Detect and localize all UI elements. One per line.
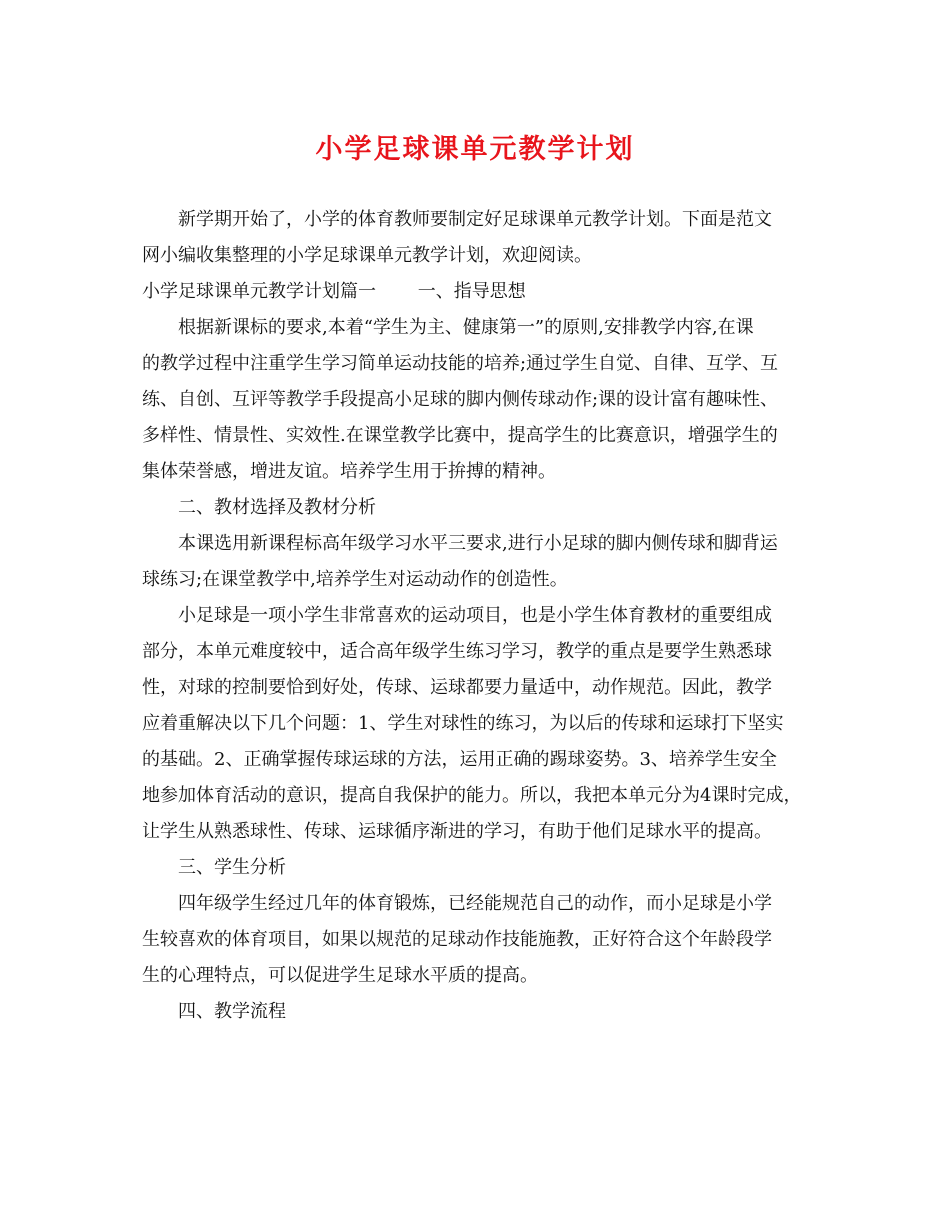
paragraph-intro-line-2: 网小编收集整理的小学足球课单元教学计划，欢迎阅读。 bbox=[142, 245, 592, 266]
paragraph-football-line-6: 地参加体育活动的意识，提高自我保护的能力。所以，我把本单元分为4课时完成， bbox=[142, 785, 802, 806]
paragraph-students-line-3: 生的心理特点，可以促进学生足球水平质的提高。 bbox=[142, 965, 538, 986]
paragraph-guiding-line-4: 多样性、情景性、实效性.在课堂教学比赛中，提高学生的比赛意识，增强学生的 bbox=[142, 425, 778, 446]
section-heading-guiding-ideas: 小学足球课单元教学计划篇一 一、指导思想 bbox=[142, 281, 526, 302]
section-heading-materials: 二、教材选择及教材分析 bbox=[178, 497, 376, 518]
paragraph-guiding-line-2: 的教学过程中注重学生学习简单运动技能的培养;通过学生自觉、自律、互学、互 bbox=[142, 353, 779, 374]
paragraph-students-line-1: 四年级学生经过几年的体育锻炼，已经能规范自己的动作，而小足球是小学 bbox=[178, 893, 772, 914]
paragraph-football-line-5: 的基础。2、正确掌握传球运球的方法，运用正确的踢球姿势。3、培养学生安全 bbox=[142, 749, 777, 770]
paragraph-intro-line-1: 新学期开始了，小学的体育教师要制定好足球课单元教学计划。下面是范文 bbox=[178, 209, 772, 230]
paragraph-materials-line-1: 本课选用新课程标高年级学习水平三要求,进行小足球的脚内侧传球和脚背运 bbox=[178, 533, 778, 554]
paragraph-football-line-3: 性，对球的控制要恰到好处，传球、运球都要力量适中，动作规范。因此，教学 bbox=[142, 677, 772, 698]
paragraph-guiding-line-1: 根据新课标的要求,本着“学生为主、健康第一”的原则,安排教学内容,在课 bbox=[178, 317, 754, 338]
document-title: 小学足球课单元教学计划 bbox=[315, 134, 635, 165]
section-heading-student-analysis: 三、学生分析 bbox=[178, 857, 286, 878]
paragraph-football-line-4: 应着重解决以下几个问题：1、学生对球性的练习，为以后的传球和运球打下坚实 bbox=[142, 713, 784, 734]
paragraph-football-line-2: 部分，本单元难度较中，适合高年级学生练习学习，教学的重点是要学生熟悉球 bbox=[142, 641, 772, 662]
paragraph-materials-line-2: 球练习;在课堂教学中,培养学生对运动动作的创造性。 bbox=[142, 569, 568, 590]
paragraph-students-line-2: 生较喜欢的体育项目，如果以规范的足球动作技能施教，正好符合这个年龄段学 bbox=[142, 929, 772, 950]
paragraph-guiding-line-5: 集体荣誉感，增进友谊。培养学生用于拚搏的精神。 bbox=[142, 461, 556, 482]
section-heading-teaching-process: 四、教学流程 bbox=[178, 1001, 286, 1022]
paragraph-football-line-7: 让学生从熟悉球性、传球、运球循序渐进的学习，有助于他们足球水平的提高。 bbox=[142, 821, 772, 842]
paragraph-football-line-1: 小足球是一项小学生非常喜欢的运动项目，也是小学生体育教材的重要组成 bbox=[178, 605, 772, 626]
paragraph-guiding-line-3: 练、自创、互评等教学手段提高小足球的脚内侧传球动作;课的设计富有趣味性、 bbox=[142, 389, 779, 410]
